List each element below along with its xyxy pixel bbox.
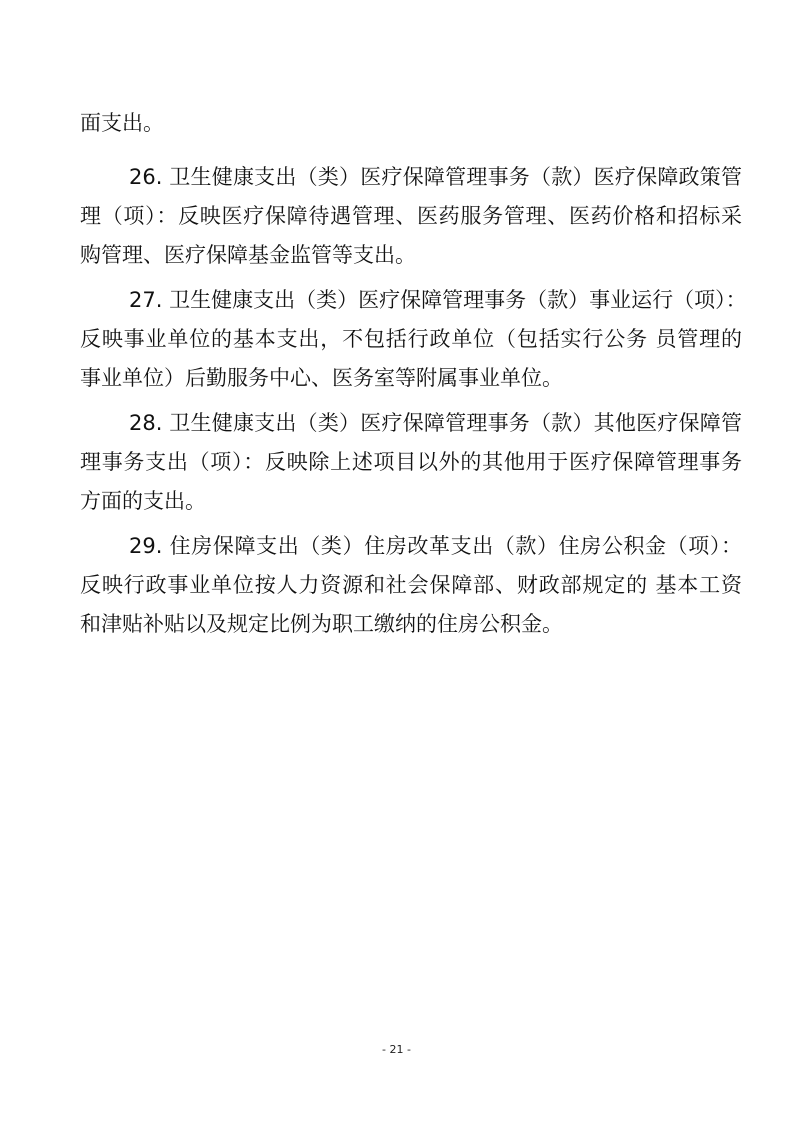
text-line: 面支出。 xyxy=(80,111,164,135)
paragraph-28-line-1: 28. 卫生健康支出（类）医疗保障管理事务（款）其他医疗保障管 xyxy=(129,411,742,435)
paragraph-27-line-1: 27. 卫生健康支出（类）医疗保障管理事务（款）事业运行（项）： xyxy=(129,288,747,312)
page-number: - 21 - xyxy=(382,1043,411,1056)
paragraph-27-line-2: 反映事业单位的基本支出，不包括行政单位（包括实行公务 员管理的 xyxy=(80,327,742,351)
paragraph-26-line-2: 理（项）：反映医疗保障待遇管理、医药服务管理、医药价格和招标采 xyxy=(80,204,742,228)
paragraph-27-line-3: 事业单位）后勤服务中心、医务室等附属事业单位。 xyxy=(80,366,563,390)
paragraph-29-line-2: 反映行政事业单位按人力资源和社会保障部、财政部规定的 基本工资 xyxy=(80,573,742,597)
paragraph-26-line-3: 购管理、医疗保障基金监管等支出。 xyxy=(80,243,416,267)
paragraph-26-line-1: 26. 卫生健康支出（类）医疗保障管理事务（款）医疗保障政策管 xyxy=(129,165,742,189)
paragraph-29-line-3: 和津贴补贴以及规定比例为职工缴纳的住房公积金。 xyxy=(80,612,563,636)
paragraph-29-line-1: 29. 住房保障支出（类）住房改革支出（款）住房公积金（项）： xyxy=(129,534,742,558)
paragraph-28-line-2: 理事务支出（项）：反映除上述项目以外的其他用于医疗保障管理事务 xyxy=(80,450,742,474)
paragraph-28-line-3: 方面的支出。 xyxy=(80,489,206,513)
